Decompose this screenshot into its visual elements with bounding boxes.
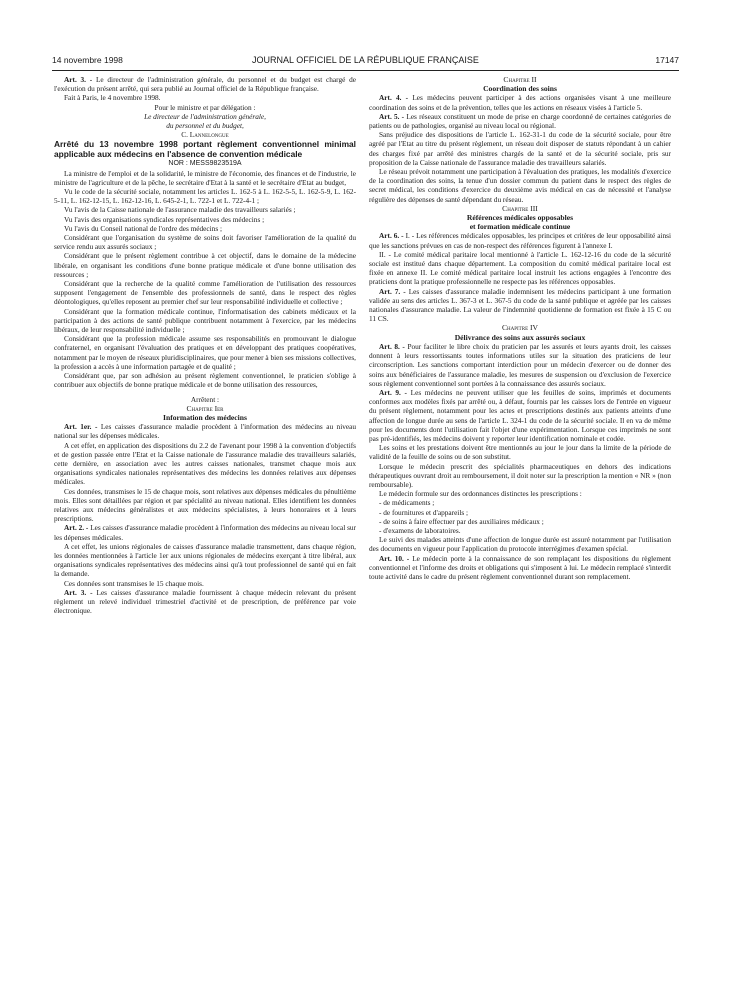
preamble-para: Considérant que la recherche de la qualité comme l'amélioration de l'utilisation des ressources supposent l'engagement de l'ensemble des professionnels de santé, dans le respect des règles déontologiques, qu'elles reposent au premier chef sur leur responsabilité individuelle et collective ; (54, 279, 356, 307)
preamble-para: Considérant que l'organisation du système de soins doit favoriser l'amélioration de la qualité du service rendu aux assurés sociaux ; (54, 233, 356, 252)
preamble-para: Vu l'avis de la Caisse nationale de l'assurance maladie des travailleurs salariés ; (64, 205, 296, 215)
article-9-para: Le suivi des malades atteints d'une affection de longue durée est assuré notamment par l'utilisation des documents en vigueur pour l'application du protocole interrégimes d'examen spécial. (369, 535, 671, 554)
article-9-para: Le médecin formule sur des ordonnances distinctes les prescriptions : (379, 489, 582, 499)
chapter-3-heading: Chapitre III (502, 203, 538, 213)
article-1: Art. 1er. - Les caisses d'assurance maladie procèdent à l'information des médecins au niveau national sur les dépenses médicales. (54, 422, 356, 441)
chapter-1-title: Information des médecins (163, 412, 247, 422)
preamble-para: Considérant que la formation médicale continue, l'informatisation des cabinets médicaux et la participation à des actions de santé publique contribuent notamment à l'exercice, par les médecins libéraux, de leur responsabilité individuelle ; (54, 306, 356, 335)
signature-line-3: du personnel et du budget, (166, 121, 244, 131)
preamble-para: Vu l'avis du Conseil national de l'ordre des médecins ; (64, 223, 223, 233)
list-item: - d'examens de laboratoires. (379, 525, 461, 535)
chapter-1-heading: Chapitre Ier (186, 403, 224, 413)
article-8: Art. 8. - Pour faciliter le libre choix du praticien par les assurés et leurs ayants droit, les caisses donnent à leurs ressortissants toutes informations utiles sur la situation des praticiens de leur circonscription. Les sanctions comportant interdiction pour un médecin d'exercer ou de donner des soins aux bénéficiaires de l'assurance maladie, les mesures de suspension ou d'exclusion de l'exercice sous règlement conventionnel sont portées à la connaissance des assurés sociaux. (369, 341, 671, 388)
chapter-3-title-line-1: Références médicales opposables (466, 213, 574, 223)
signature-line-1: Pour le ministre et par délégation : (154, 102, 256, 112)
article-1-para: Ces données, transmises le 15 de chaque mois, sont relatives aux dépenses médicales du pénultième mois. Elles sont détaillées par région et par spécialité au niveau national. Elles identifient les données relatives aux médecins généralistes et aux médecins spécialistes, à leurs honoraires et à leurs prescriptions. (54, 486, 356, 524)
article-9: Art. 9. - Les médecins ne peuvent utiliser que les feuilles de soins, imprimés et documents conformes aux modèles fixés par arrêté ou, à défaut, fournis par les caisses lors de l'entrée en vigueur du présent règlement, notamment pour les actes et prescriptions destinés aux patients atteints d'une affection de longue durée au sens de l'article L. 324-1 du code de la sécurité sociale. Il en va de même pour les documents dont l'utilisation fait l'objet d'une expérimentation. Lorsque ces imprimés ne sont pas pré-identifiés, les médecins doivent y reporter leur identification nominale et codée. (369, 387, 671, 443)
article-5-para: Sans préjudice des dispositions de l'article L. 162-31-1 du code de la sécurité sociale, pour être agréé par l'Etat au titre du présent règlement, un réseau doit disposer de statuts répondant à un cahier des charges fixé par arrêté des ministres chargés de la santé et de la sécurité sociale, pris sur proposition de la Caisse nationale de l'assurance maladie des travailleurs salariés. (369, 130, 671, 167)
preamble-para: Considérant que, par son adhésion au présent règlement conventionnel, le praticien s'oblige à contribuer aux objectifs de bonne pratique médicale et de bonne utilisation des ressources, (54, 371, 356, 390)
article-5: Art. 5. - Les réseaux constituent un mode de prise en charge coordonné de certaines catégories de patients ou de pathologies, organisé au niveau local ou régional. (369, 111, 671, 131)
article-1-para: A cet effet, en application des dispositions du 2.2 de l'avenant pour 1998 à la convention d'objectifs et de gestion passée entre l'Etat et la Caisse nationale de l'assurance maladie des travailleurs salariés, cette dernière, en association avec les autres caisses nationales, transmet chaque mois aux organisations syndicales nationales représentatives des médecins les données relatives aux dépenses médicales. (54, 440, 356, 487)
article-7: Art. 7. - Les caisses d'assurance maladie indemnisent les médecins participant à une formation validée au sens des articles L. 367-3 et L. 367-5 du code de la santé publique et agréée par les caisses nationales d'assurance maladie. La valeur de l'indemnité quotidienne de formation est fixée à 15 C ou 11 CS. (369, 286, 671, 324)
signature-name: C. Lannelongue (181, 130, 229, 140)
preamble-para: Vu l'avis des organisations syndicales représentatives des médecins ; (64, 214, 265, 224)
article-2: Art. 2. - Les caisses d'assurance maladie procèdent à l'information des médecins au niveau local sur les dépenses médicales. (54, 523, 356, 542)
preamble (54, 169, 356, 390)
chapter-2-heading: Chapitre II (503, 75, 537, 84)
preamble-para: La ministre de l'emploi et de la solidarité, le ministre de l'économie, des finances et de l'industrie, le ministre de l'agriculture et de la pêche, le secrétaire d'Etat à la santé et le secrétaire d'Etat au budget, (54, 168, 356, 187)
fait-line: Fait à Paris, le 4 novembre 1998. (64, 93, 161, 103)
preamble-para: Considérant que la profession médicale assume ses responsabilités en promouvant le dialogue confraternel, en organisant l'évaluation des pratiques et en développant des pratiques coopératives, notamment par le moyen de réseaux pluridisciplinaires, que pour mener à bien ses missions collectives, la profession a accès à une information partagée et de qualité ; (54, 334, 356, 371)
journal-title: JOURNAL OFFICIEL DE LA RÉPUBLIQUE FRANÇAISE (252, 55, 479, 65)
chapter-3-title-line-2: et formation médicale continue (469, 222, 571, 232)
article-3: Art. 3. - Les caisses d'assurance maladie fournissent à chaque médecin relevant du présent règlement un relevé individuel trimestriel d'activité et de prescription, de préférence par voie électronique. (54, 587, 356, 616)
article-6-para: II. - Le comité médical paritaire local mentionné à l'article L. 162-12-16 du code de la sécurité sociale est institué dans chaque département. La composition du comité médical paritaire local est fixée en annexe II. Le comité médical paritaire local instruit les actions engagées à l'encontre des praticiens dont la pratique professionnelle ne respecte pas les références opposables. (369, 249, 671, 287)
list-item: - de fournitures et d'appareils ; (379, 507, 469, 517)
nor-reference: NOR : MESS9823519A (168, 160, 242, 168)
preamble-para: Vu le code de la sécurité sociale, notamment les articles L. 162-5 à L. 162-5-5, L. 162-5-9, L. 162-5-11, L. 162-12-15, L. 162-12-16, L. 645-2-1, L. 722-1 et L. 722-4-1 ; (54, 187, 356, 206)
article-6: Art. 6. - I. - Les références médicales opposables, les principes et critères de leur opposabilité ainsi que les sanctions prévues en cas de non-respect des références figurent à l'annexe I. (369, 231, 671, 250)
header-date: 14 novembre 1998 (52, 55, 123, 65)
article-9-para: Les soins et les prestations doivent être mentionnés au jour le jour dans la limite de la période de validité de la feuille de soins ou de son substitut. (369, 443, 671, 462)
article-2-para: Ces données sont transmises le 15 chaque mois. (64, 578, 204, 588)
chapter-4-heading: Chapitre IV (501, 323, 539, 333)
article-4: Art. 4. - Les médecins peuvent participer à des actions organisées visant à une meilleure coordination des soins et de la prévention, telles que les actions en réseaux visées à l'article 5. (369, 93, 671, 112)
page-header (52, 55, 679, 69)
left-column (54, 75, 356, 615)
list-item: - de médicaments ; (379, 498, 435, 508)
article-5-para: Le réseau prévoit notamment une participation à l'évaluation des pratiques, les modalités d'exercice de la coordination des soins, la tenue d'un dossier commun du patient dans le respect des règles de secret médical, les conditions d'exercice du deuxième avis médical en cas de nécessité et l'analyse régulière des dépenses de santé dépendant du réseau. (369, 167, 671, 204)
preamble-para: Considérant que le présent règlement contribue à cet objectif, dans le domaine de la médecine libérale, en organisant les conditions d'une bonne pratique médicale et d'une bonne utilisation des ressources ; (54, 251, 356, 279)
article-9-para: Lorsque le médecin prescrit des spécialités pharmaceutiques en dehors des indications thérapeutiques ouvrant droit au remboursement, il doit noter sur la prescription la mention « NR » (non remboursable). (369, 461, 671, 489)
article-3-intro: Art. 3. - Le directeur de l'administration générale, du personnel et du budget est chargé de l'exécution du présent arrêté, qui sera publié au Journal officiel de la République française. (54, 75, 356, 94)
arrete-title: Arrêté du 13 novembre 1998 portant règlement conventionnel minimal applicable aux médecins en l'absence de convention médicale (54, 139, 356, 160)
page-number: 17147 (655, 55, 679, 65)
article-2-para: A cet effet, les unions régionales de caisses d'assurance maladie transmettent, dans chaque région, les données mentionnées à l'article 1er aux unions régionales de médecins exerçant à titre libéral, aux organisations syndicales représentatives des médecins ainsi qu'à tout professionnel de santé qui en fait la demande. (54, 541, 356, 579)
list-item: - de soins à faire effectuer par des auxiliaires médicaux ; (379, 516, 544, 526)
prescription-list (369, 498, 671, 535)
header-rule (52, 70, 679, 71)
arretent: Arrêtent : (190, 394, 220, 404)
signature-line-2: Le directeur de l'administration générale, (144, 111, 266, 121)
chapter-4-title: Délivrance des soins aux assurés sociaux (454, 332, 586, 342)
article-10: Art. 10. - Le médecin porte à la connaissance de son remplaçant les dispositions du règlement conventionnel et l'informe des droits et obligations qui s'imposent à lui. Le médecin remplacé s'interdit toute activité dans le cadre du présent règlement conventionnel durant son remplacement. (369, 553, 671, 581)
right-column (369, 75, 671, 581)
chapter-2-title: Coordination des soins (483, 84, 557, 94)
